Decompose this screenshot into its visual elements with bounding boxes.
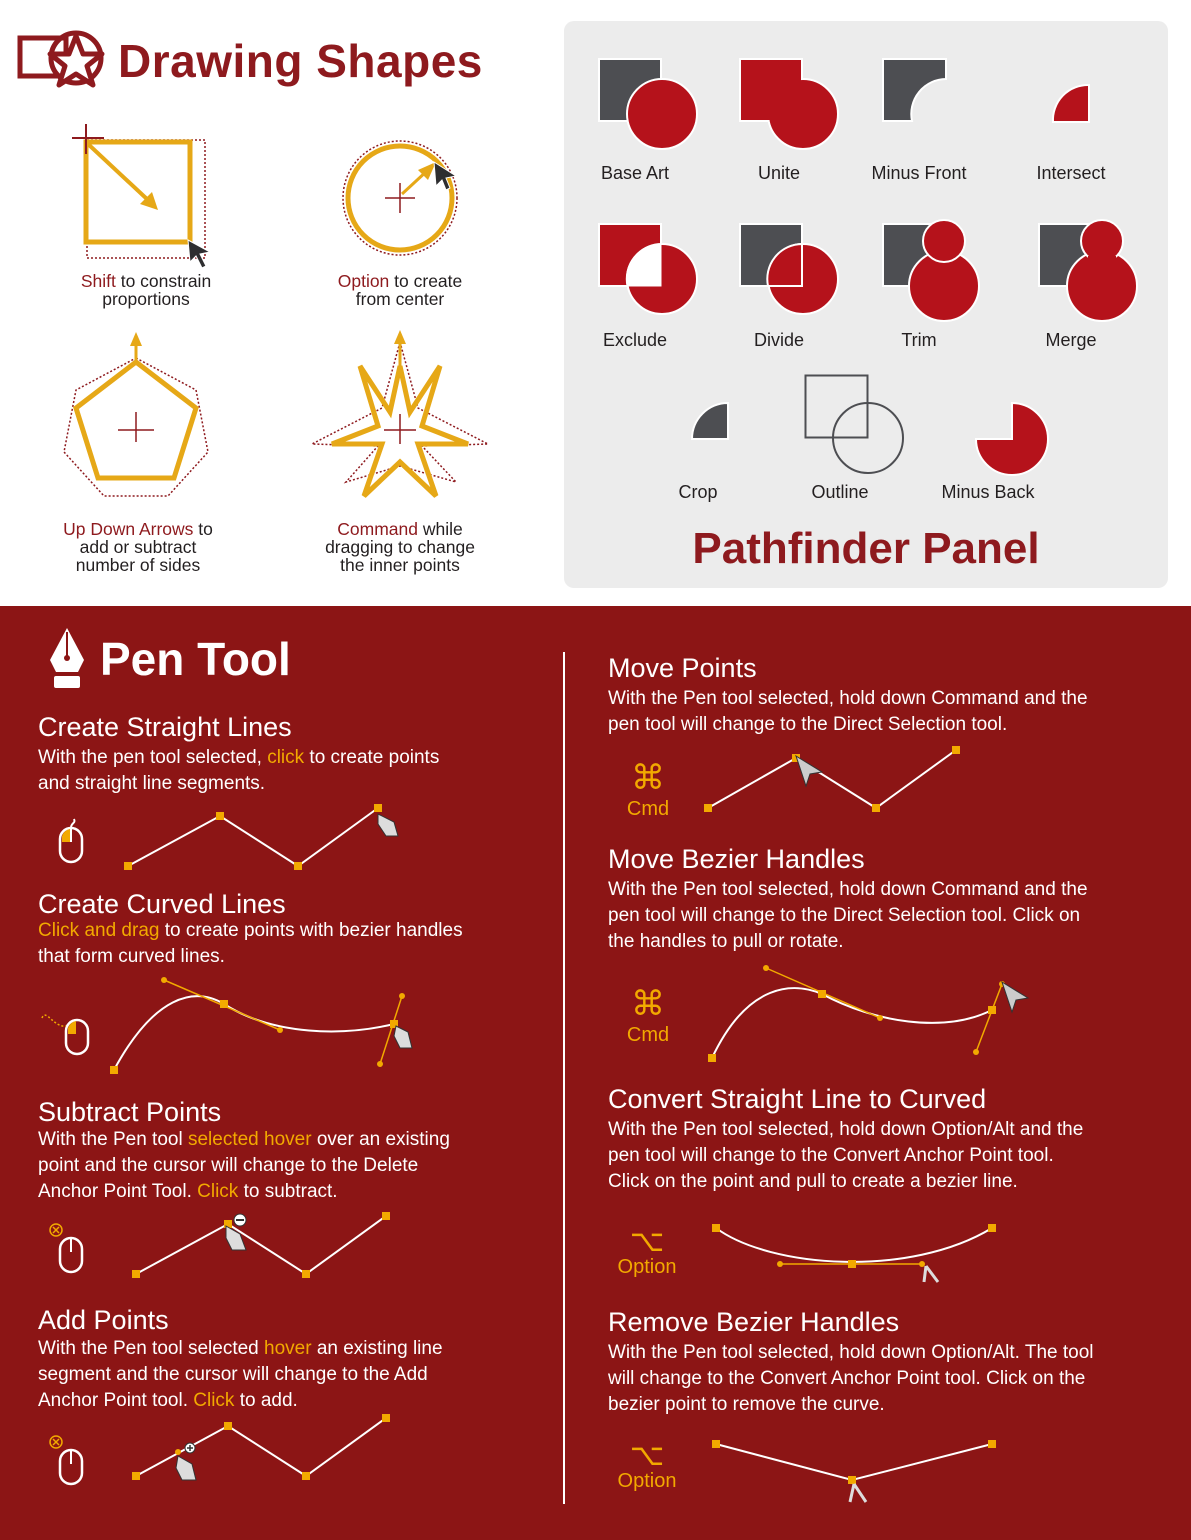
outline-icon[interactable]: [804, 374, 908, 478]
pen-nib-icon: [44, 626, 90, 692]
subtract-points-path: [128, 1210, 398, 1286]
heading-convert-line: Convert Straight Line to Curved: [608, 1084, 987, 1114]
drawing-shapes-logo-icon: [16, 28, 116, 108]
pathfinder-title: Pathfinder Panel: [692, 524, 1040, 573]
circle-shape-illustration: [330, 128, 470, 268]
convert-line-path: [710, 1218, 1010, 1288]
heading-straight-lines: Create Straight Lines: [38, 712, 292, 742]
pf-label-divide: Divide: [753, 330, 805, 350]
heading-add-points: Add Points: [38, 1305, 169, 1335]
cmd-key-symbol: ⌘: [631, 759, 665, 797]
option-key-symbol: ⌥: [629, 1225, 665, 1258]
mouse-hover-icon: [46, 1220, 90, 1276]
pf-label-outline: Outline: [811, 482, 869, 502]
drawing-shapes-title: Drawing Shapes: [118, 35, 483, 87]
trim-icon[interactable]: [882, 218, 986, 322]
mouse-click-icon: [56, 818, 88, 866]
desc-curved-lines: Click and drag to create points with bezier handles that form curved lines.: [38, 920, 463, 967]
heading-subtract-points: Subtract Points: [38, 1097, 222, 1127]
divide-icon[interactable]: [739, 223, 843, 315]
remove-bezier-path: [710, 1436, 1010, 1506]
tip-option: Option to create from center: [337, 271, 463, 309]
pf-label-merge: Merge: [1045, 330, 1097, 350]
cmd-key-label-2: Cmd: [626, 1024, 670, 1046]
heading-curved-lines: Create Curved Lines: [38, 889, 286, 919]
pf-label-unite: Unite: [757, 163, 801, 183]
base-art-icon[interactable]: [598, 58, 702, 150]
desc-straight-lines: With the pen tool selected, click to create points and straight line segments.: [38, 747, 440, 794]
add-points-path: [128, 1410, 398, 1486]
option-key-label-2: Option: [617, 1470, 677, 1492]
desc-move-bezier: With the Pen tool selected, hold down Command and the pen tool will change to the Direct Selection tool. Click on the handles to pull or rotate.: [608, 879, 1088, 952]
desc-remove-bezier: With the Pen tool selected, hold down Option/Alt. The tool will change to the Convert Anchor Point tool. Click on the bezier point to remove the curve.: [608, 1342, 1094, 1415]
pf-label-exclude: Exclude: [602, 330, 668, 350]
intersect-icon[interactable]: [1050, 84, 1100, 134]
pf-label-base-art: Base Art: [600, 163, 670, 183]
option-key-label: Option: [617, 1256, 677, 1278]
tip-arrows: Up Down Arrows to add or subtract number of sides: [63, 519, 213, 575]
square-shape-illustration: [64, 120, 224, 280]
minus-front-icon[interactable]: [882, 58, 986, 150]
desc-convert-line: With the Pen tool selected, hold down Option/Alt and the pen tool will change to the Convert Anchor Point tool. Click on the point and pull to create a bezier line.: [608, 1119, 1084, 1192]
section-divider: [563, 652, 565, 1504]
merge-icon[interactable]: [1038, 218, 1142, 322]
tip-command: Command while dragging to change the inner points: [325, 519, 475, 575]
pf-label-intersect: Intersect: [1036, 163, 1106, 183]
cmd-key-symbol-2: ⌘: [631, 985, 665, 1023]
pen-tool-title: Pen Tool: [100, 633, 291, 685]
desc-subtract-points: With the Pen tool selected hover over an existing point and the cursor will change to the Delete Anchor Point Tool. Click to subtract.: [38, 1129, 450, 1202]
exclude-icon[interactable]: [598, 223, 702, 315]
move-bezier-path: [704, 962, 1044, 1066]
pf-label-minus-front: Minus Front: [871, 163, 967, 183]
unite-icon[interactable]: [739, 58, 843, 150]
pf-label-minus-back: Minus Back: [941, 482, 1035, 502]
desc-add-points: With the Pen tool selected hover an existing line segment and the cursor will change to the Add Anchor Point tool. Click to add.: [38, 1338, 443, 1411]
minus-back-icon[interactable]: [974, 402, 1050, 478]
star-shape-illustration: [306, 326, 496, 506]
straight-line-path: [120, 800, 410, 880]
curved-line-path: [104, 976, 424, 1076]
pf-label-trim: Trim: [901, 330, 937, 350]
pf-label-crop: Crop: [678, 482, 718, 502]
heading-move-points: Move Points: [608, 653, 757, 683]
crop-icon[interactable]: [690, 402, 730, 442]
tip-shift: Shift to constrain proportions: [80, 271, 212, 309]
mouse-hover-add-icon: [46, 1432, 90, 1488]
cmd-key-label: Cmd: [626, 798, 670, 820]
option-key-symbol-2: ⌥: [629, 1439, 665, 1472]
heading-remove-bezier: Remove Bezier Handles: [608, 1307, 900, 1337]
desc-move-points: With the Pen tool selected, hold down Command and the pen tool will change to the Direct Selection tool.: [608, 688, 1088, 735]
heading-move-bezier: Move Bezier Handles: [608, 844, 865, 874]
move-points-path: [700, 744, 970, 820]
mouse-drag-icon: [38, 1006, 94, 1058]
polygon-shape-illustration: [56, 330, 216, 500]
